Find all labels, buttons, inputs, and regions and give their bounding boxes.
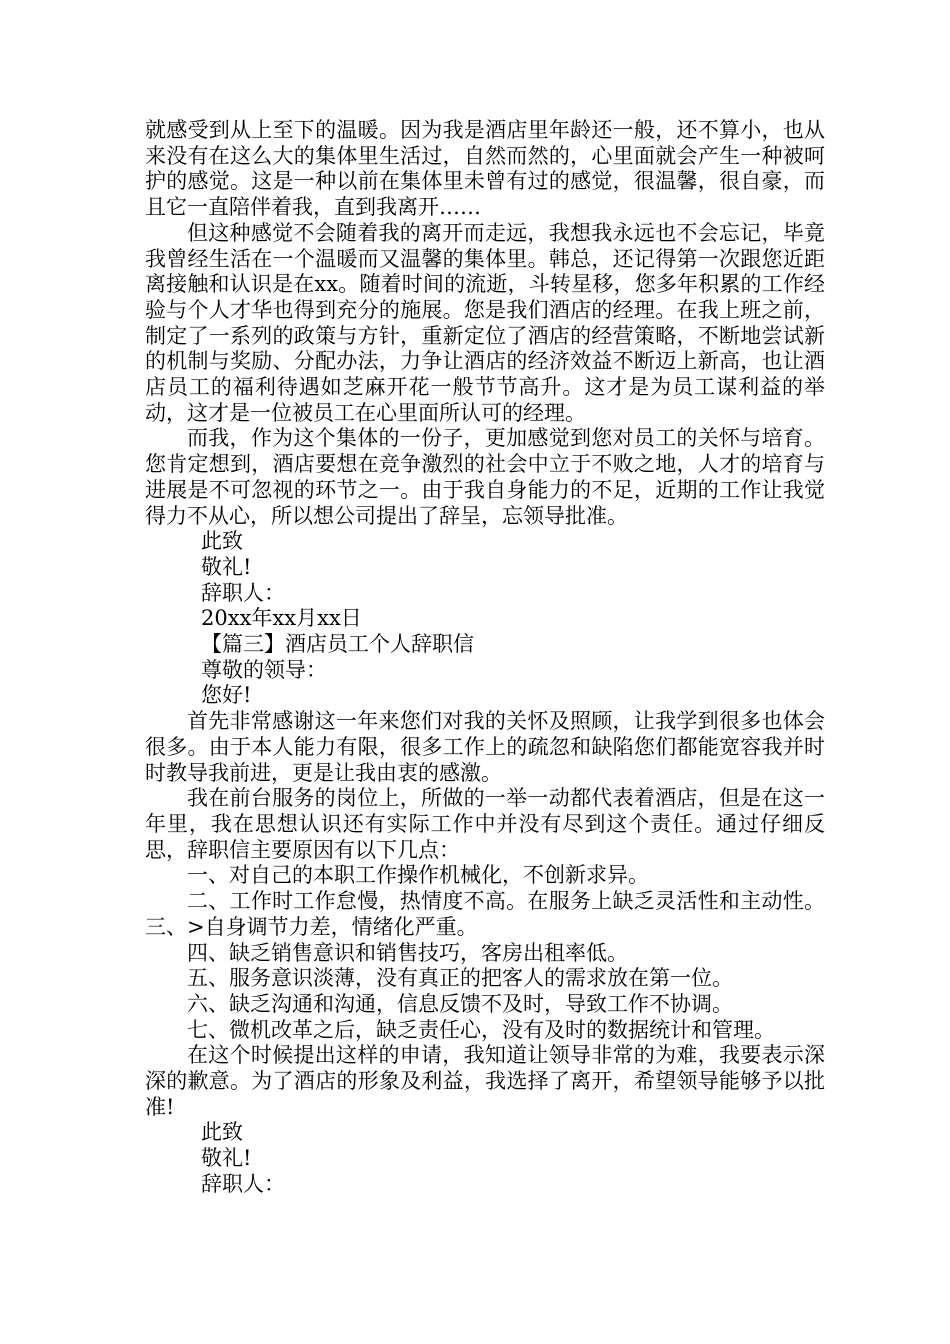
- document-body: [145, 118, 825, 1198]
- signature-line: 辞职人：: [201, 1171, 285, 1196]
- greeting-line: 尊敬的领导：: [201, 657, 327, 682]
- closing-line: 此致: [201, 529, 243, 554]
- date-line: 20xx年xx月xx日: [201, 606, 362, 631]
- paragraph: 就感受到从上至下的温暖。因为我是酒店里年龄还一般，还不算小，也从来没有在这么大的集体里生活过，自然而然的，心里面就会产生一种被呵护的感觉。这是一种以前在集体里未曾有过的感觉，很温馨，很自豪，而且它一直陪伴着我，直到我离开……: [145, 118, 825, 220]
- list-item: 六、缺乏沟通和沟通，信息反馈不及时，导致工作不协调。: [187, 991, 733, 1016]
- section-title: 【篇三】酒店员工个人辞职信: [201, 632, 474, 657]
- list-item: 五、服务意识淡薄，没有真正的把客人的需求放在第一位。: [187, 966, 733, 991]
- list-item: 一、对自己的本职工作操作机械化，不创新求异。: [187, 863, 649, 888]
- list-item: 四、缺乏销售意识和销售技巧，客房出租率低。: [187, 940, 628, 965]
- paragraph: 在这个时候提出这样的申请，我知道让领导非常的为难，我要表示深深的歉意。为了酒店的形象及利益，我选择了离开，希望领导能够予以批准!: [145, 1043, 825, 1119]
- salutation-line: 敬礼!: [201, 554, 252, 579]
- greeting-line: 您好!: [201, 683, 252, 708]
- signature-line: 辞职人：: [201, 580, 285, 605]
- list-item: 二、工作时工作怠慢，热情度不高。在服务上缺乏灵活性和主动性。三、>自身调节力差，情绪化严重。: [145, 889, 825, 939]
- paragraph: 首先非常感谢这一年来您们对我的关怀及照顾，让我学到很多也体会很多。由于本人能力有限，很多工作上的疏忽和缺陷您们都能宽容我并时时教导我前进，更是让我由衷的感激。: [145, 709, 825, 785]
- salutation-line: 敬礼!: [201, 1146, 252, 1171]
- closing-line: 此致: [201, 1120, 243, 1145]
- list-item: 七、微机改革之后，缺乏责任心，没有及时的数据统计和管理。: [187, 1017, 775, 1042]
- paragraph: 我在前台服务的岗位上，所做的一举一动都代表着酒店，但是在这一年里，我在思想认识还有实际工作中并没有尽到这个责任。通过仔细反思，辞职信主要原因有以下几点：: [145, 786, 825, 862]
- paragraph: 但这种感觉不会随着我的离开而走远，我想我永远也不会忘记，毕竟我曾经生活在一个温暖而又温馨的集体里。韩总，还记得第一次跟您近距离接触和认识是在xx。随着时间的流逝，斗转星移，您多年积累的工作经验与个人才华也得到充分的施展。您是我们酒店的经理。在我上班之前，制定了一系列的政策与方针，重新定位了酒店的经营策略，不断地尝试新的机制与奖励、分配办法，力争让酒店的经济效益不断迈上新高，也让酒店员工的福利待遇如芝麻开花一般节节高升。这才是为员工谋利益的举动，这才是一位被员工在心里面所认可的经理。: [145, 220, 825, 425]
- paragraph: 而我，作为这个集体的一份子，更加感觉到您对员工的关怀与培育。您肯定想到，酒店要想在竞争激烈的社会中立于不败之地，人才的培育与进展是不可忽视的环节之一。由于我自身能力的不足，近期的工作让我觉得力不从心，所以想公司提出了辞呈，忘领导批准。: [145, 426, 825, 528]
